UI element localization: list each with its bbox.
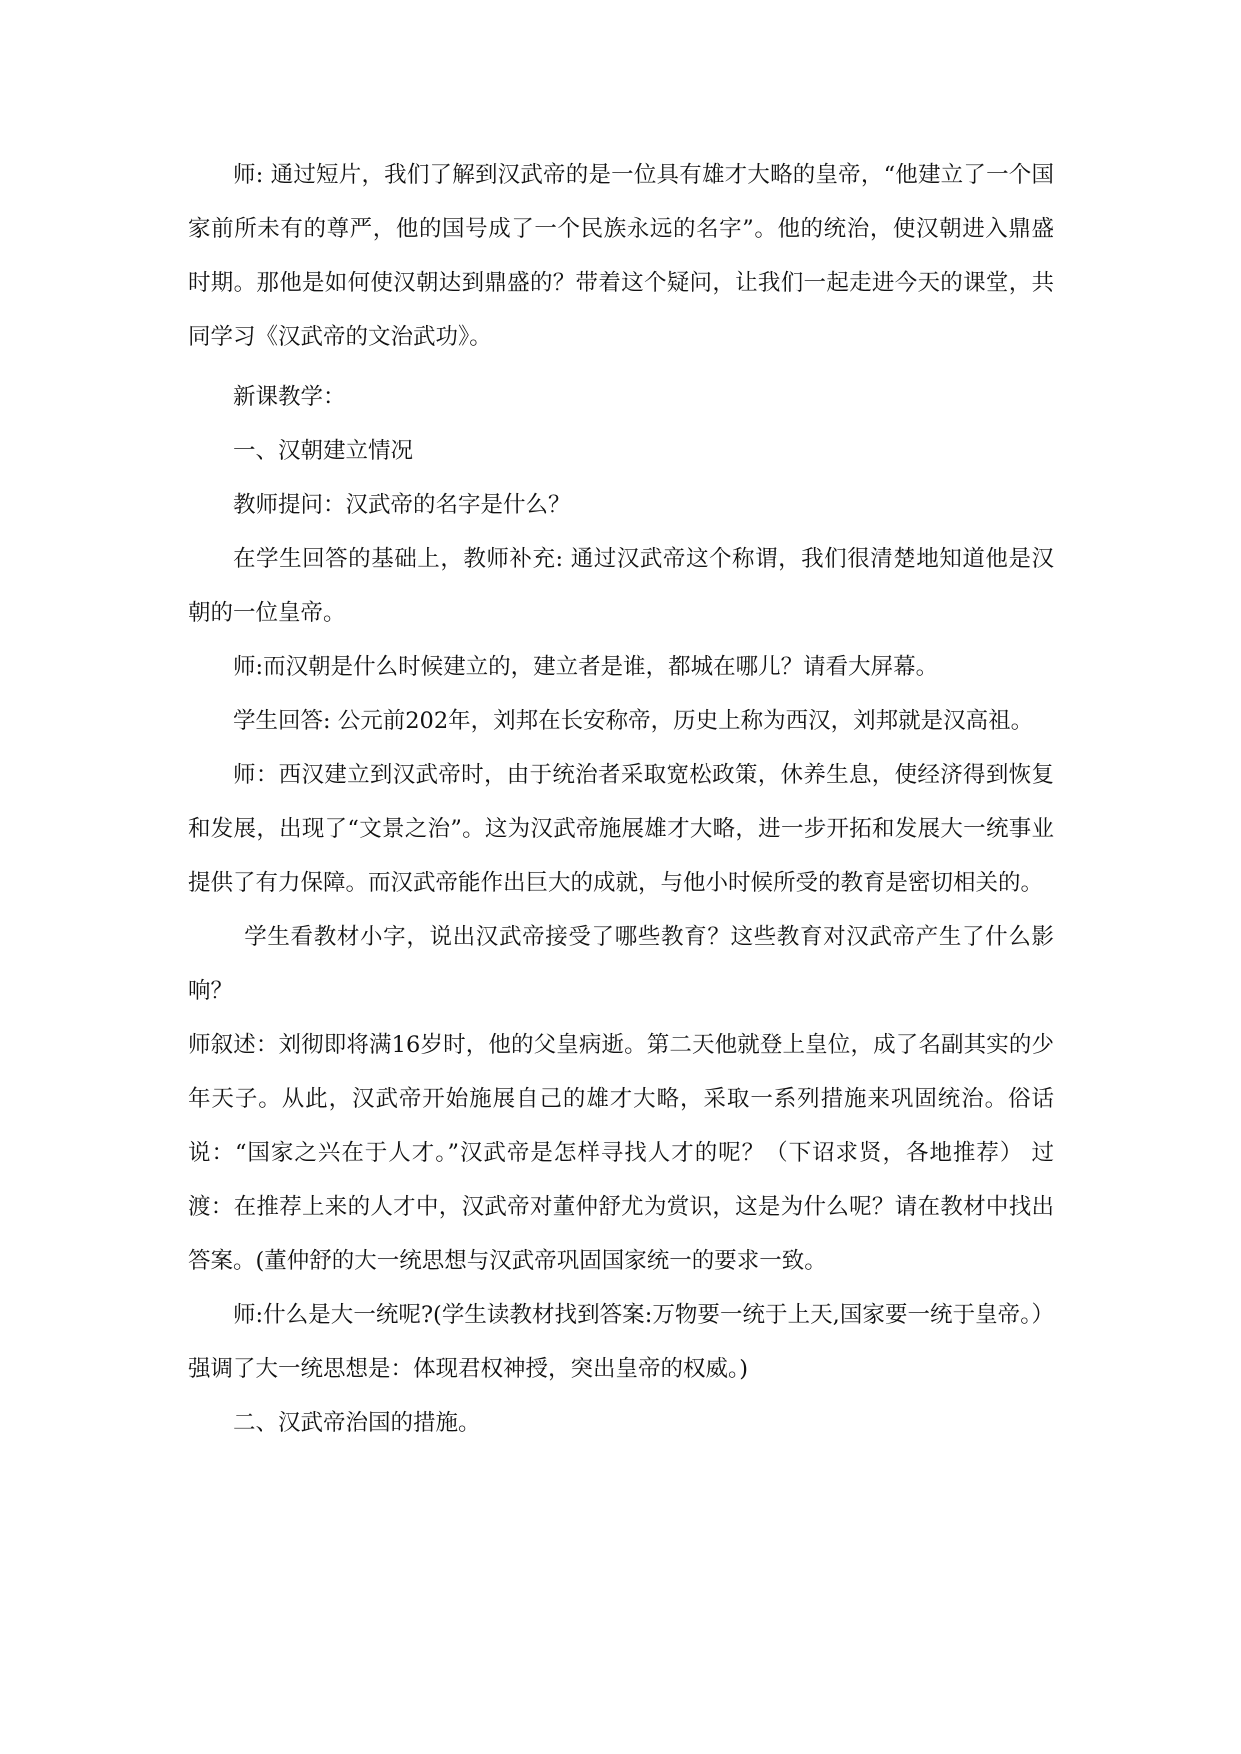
section-heading-2: 二、汉武帝治国的措施。 — [233, 1410, 481, 1436]
intro-paragraph: 师: 通过短片，我们了解到汉武帝的是一位具有雄才大略的皇帝，“他建立了一个国家前所未有的尊严，他的国号成了一个民族永远的名字”。他的统治，使汉朝进入鼎盛时期。那他是如何使汉朝达到鼎盛的？带着这个疑问，让我们一起走进今天的课堂，共同学习《汉武帝的文治武功》。 — [188, 162, 1054, 350]
teacher-explanation-paragraph: 师：西汉建立到汉武帝时，由于统治者采取宽松政策，休养生息，使经济得到恢复和发展，出现了“文景之治”。这为汉武帝施展雄才大略，进一步开拓和发展大一统事业提供了有力保障。而汉武帝能作出巨大的成就，与他小时候所受的教育是密切相关的。 — [188, 762, 1054, 896]
teacher-question: 教师提问：汉武帝的名字是什么？ — [233, 492, 571, 518]
document-body — [188, 148, 1054, 1450]
teacher-supplement-paragraph: 在学生回答的基础上，教师补充: 通过汉武帝这个称谓，我们很清楚地知道他是汉朝的一位皇帝。 — [188, 546, 1054, 626]
section-heading-1: 一、汉朝建立情况 — [233, 438, 414, 464]
student-reading-paragraph: 学生看教材小字，说出汉武帝接受了哪些教育？这些教育对汉武帝产生了什么影响？ — [188, 924, 1054, 1004]
unification-paragraph: 师:什么是大一统呢?(学生读教材找到答案:万物要一统于上天,国家要一统于皇帝。）强调了大一统思想是：体现君权神授，突出皇帝的权威。) — [188, 1302, 1054, 1382]
section-label-new-lesson: 新课教学： — [233, 384, 346, 410]
student-answer-paragraph: 学生回答: 公元前202年，刘邦在长安称帝，历史上称为西汉，刘邦就是汉高祖。 — [233, 708, 1034, 734]
teacher-prompt-paragraph: 师:而汉朝是什么时候建立的，建立者是谁，都城在哪儿？请看大屏幕。 — [233, 654, 939, 680]
teacher-narration-paragraph: 师叙述：刘彻即将满16岁时，他的父皇病逝。第二天他就登上皇位，成了名副其实的少年天子。从此，汉武帝开始施展自己的雄才大略，采取一系列措施来巩固统治。俗话说：“国家之兴在于人才。”汉武帝是怎样寻找人才的呢？（下诏求贤，各地推荐） 过渡：在推荐上来的人才中，汉武帝对董仲舒尤为赏识，这是为什么呢？请在教材中找出答案。(董仲舒的大一统思想与汉武帝巩固国家统一的要求一致。 — [188, 1032, 1054, 1274]
